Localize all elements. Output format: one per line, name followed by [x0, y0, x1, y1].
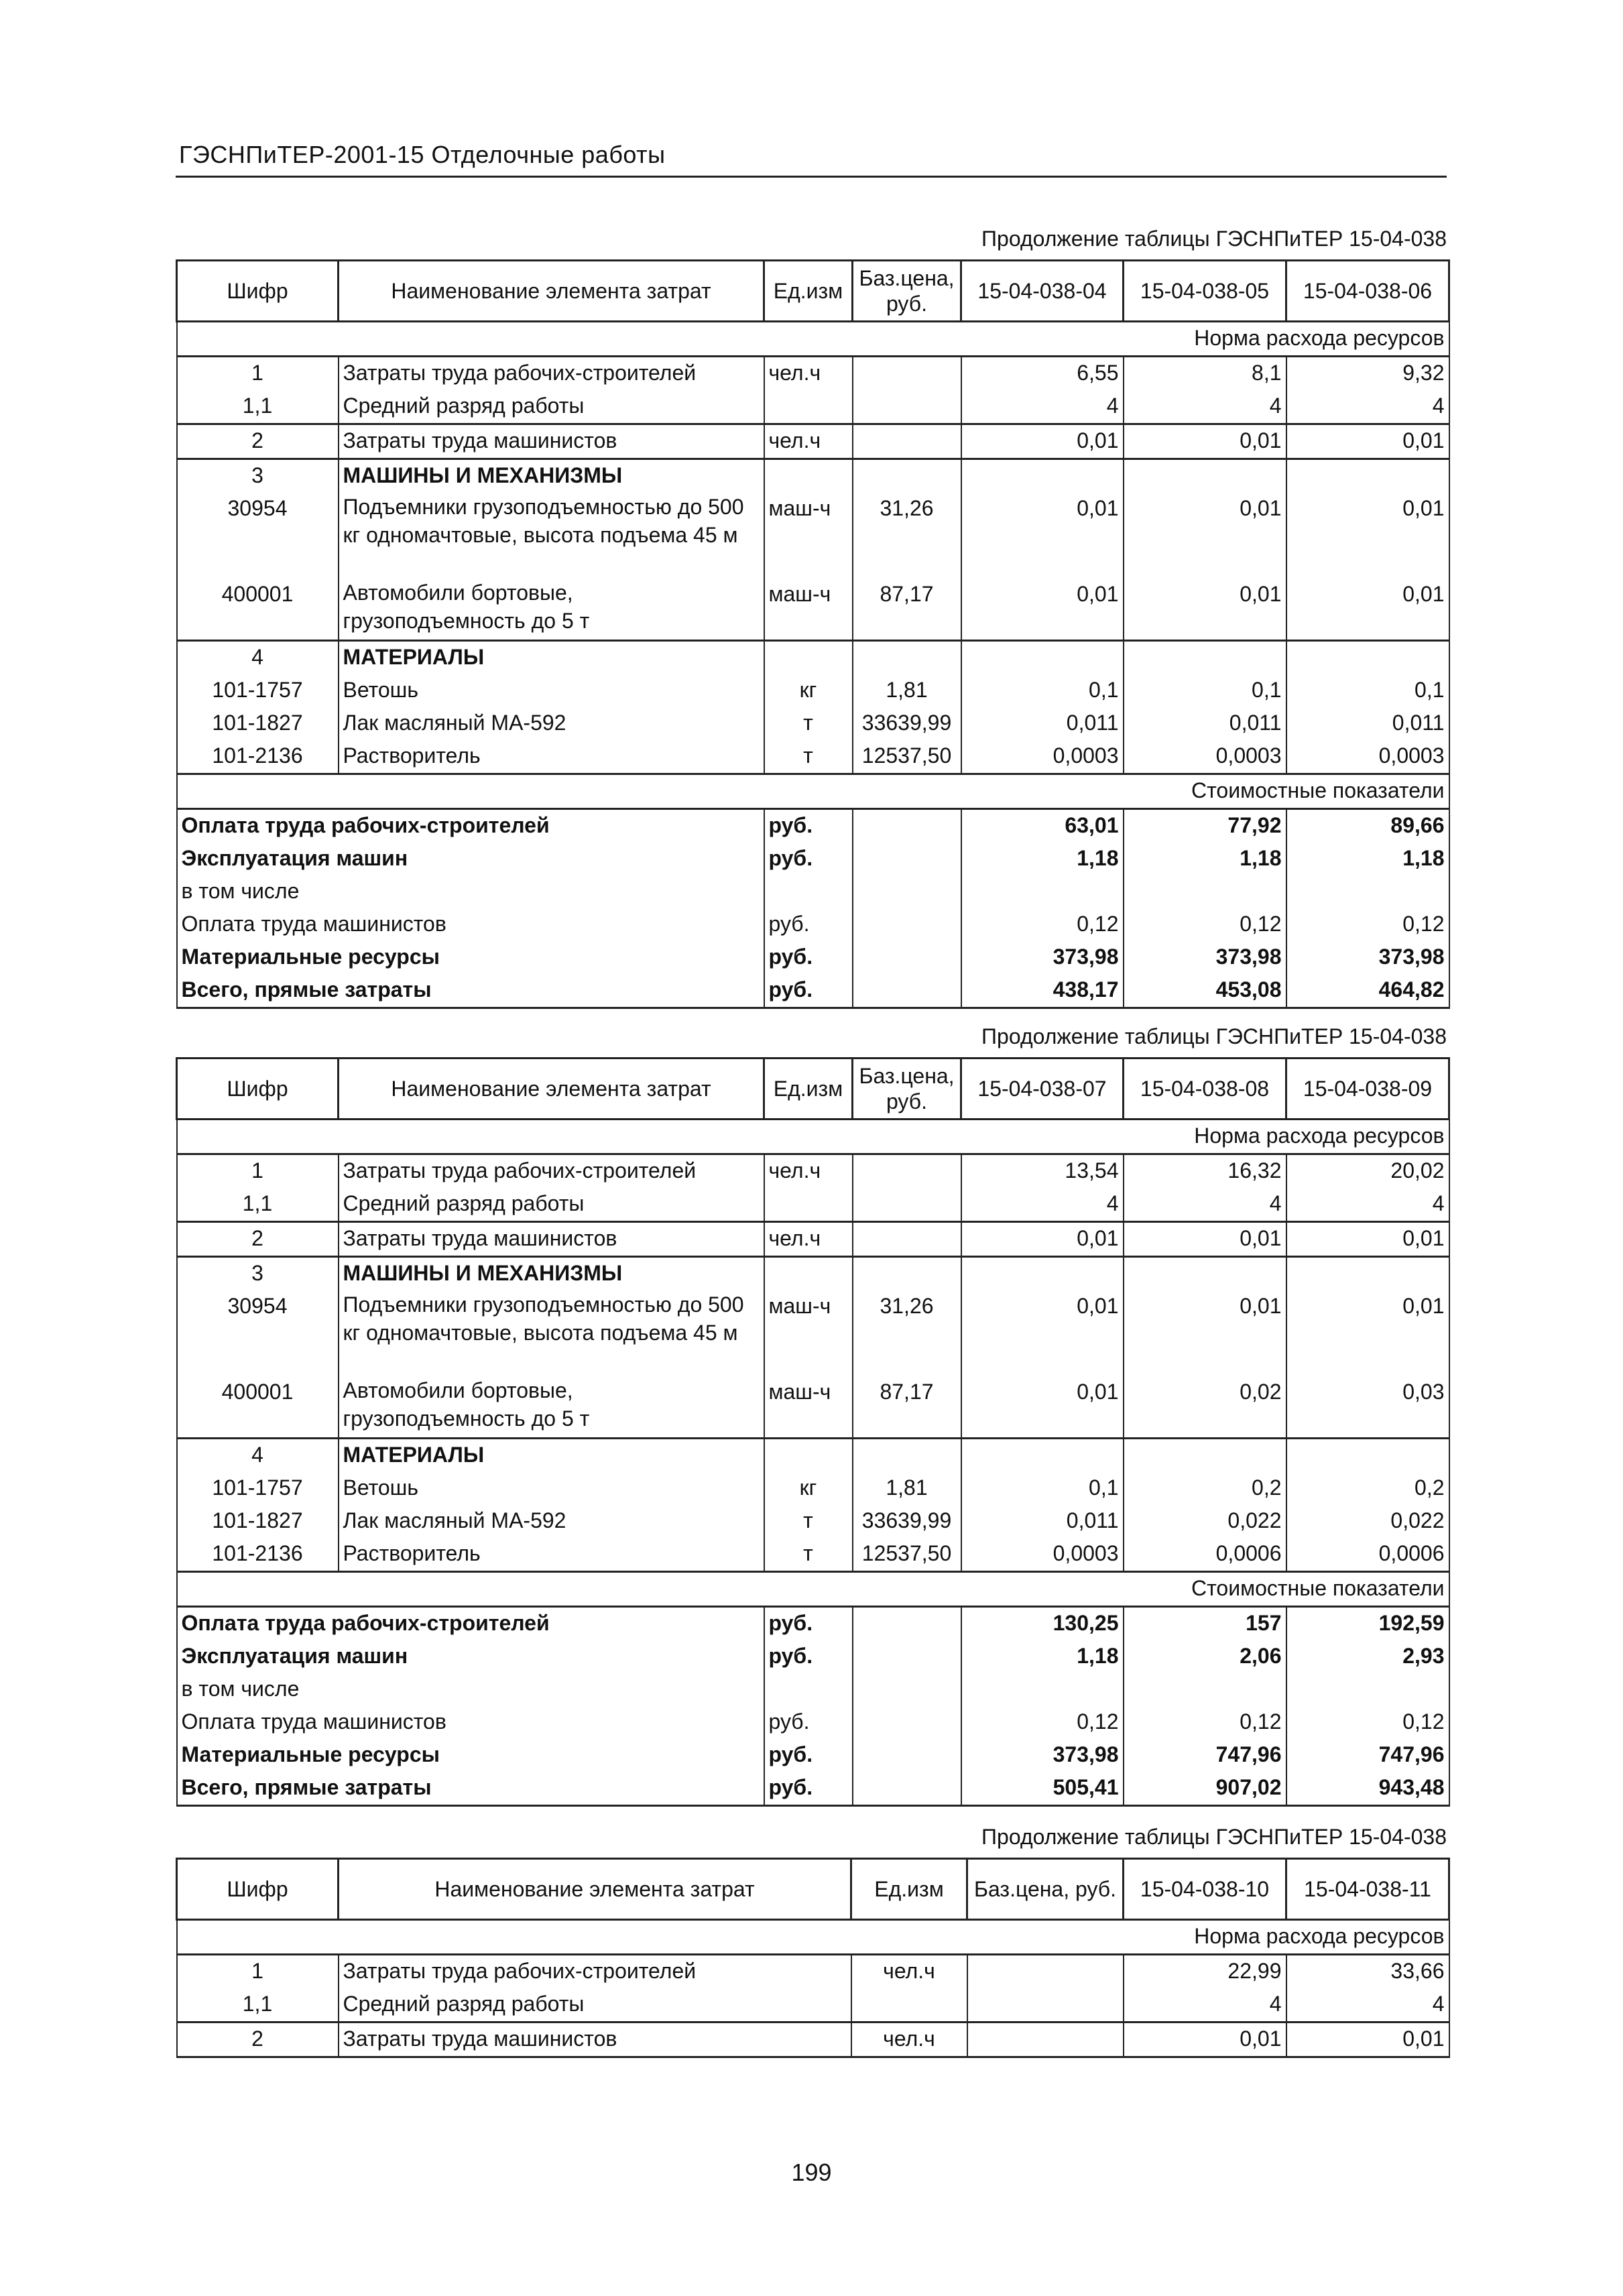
cost-row	[177, 908, 1449, 941]
cell-value: 0,011	[1286, 707, 1449, 740]
cell-price	[853, 1188, 961, 1222]
cell-code: 1	[177, 357, 339, 391]
cell-name: Подъемники грузоподъемностью до 500 кг одномачтовые, высота подъема 45 м	[339, 1290, 764, 1376]
cell-value: 0,01	[1124, 493, 1286, 579]
cost-row	[177, 1640, 1449, 1673]
column-header: 15-04-038-11	[1286, 1859, 1449, 1920]
page-number: 199	[791, 2159, 832, 2186]
cell-value: 0,01	[1124, 424, 1286, 459]
section-label: Стоимостные показатели	[177, 1571, 1449, 1606]
cell-code: 400001	[177, 579, 339, 640]
cell-value: 0,12	[1124, 908, 1286, 941]
cell-value: 0,12	[1286, 908, 1449, 941]
cell-name: Материальные ресурсы	[177, 941, 764, 974]
table-row	[177, 1188, 1449, 1222]
cell-value: 0,01	[1124, 1222, 1286, 1257]
column-header: Наименование элемента затрат	[339, 1859, 851, 1920]
cell-value: 130,25	[961, 1606, 1124, 1640]
section-label: Норма расхода ресурсов	[177, 1120, 1449, 1154]
cell-unit: т	[764, 707, 853, 740]
cost-row	[177, 875, 1449, 908]
cell-price	[853, 1706, 961, 1739]
cell-value: 77,92	[1124, 808, 1286, 843]
cell-unit: руб.	[764, 1706, 853, 1739]
cell-name: Средний разряд работы	[339, 390, 764, 424]
cell-value: 907,02	[1124, 1772, 1286, 1806]
table-row	[177, 1257, 1449, 1291]
cell-value: 373,98	[961, 941, 1124, 974]
table-row	[177, 390, 1449, 424]
cell-value: 0,01	[1124, 579, 1286, 640]
cell-price: 87,17	[853, 579, 961, 640]
cell-name: Затраты труда рабочих-строителей	[339, 1154, 764, 1189]
cell-unit: кг	[764, 674, 853, 707]
cell-code: 1	[177, 1955, 339, 1989]
cost-row	[177, 808, 1449, 843]
cost-row	[177, 1606, 1449, 1640]
cell-unit: маш-ч	[764, 1290, 853, 1376]
cell-unit: чел.ч	[851, 1955, 967, 1989]
cell-price	[853, 808, 961, 843]
cost-row	[177, 1739, 1449, 1772]
cell-value: 0,01	[1286, 493, 1449, 579]
column-header: 15-04-038-04	[961, 261, 1124, 322]
column-header: 15-04-038-10	[1124, 1859, 1286, 1920]
cell-name: Всего, прямые затраты	[177, 1772, 764, 1806]
cell-value: 4	[1286, 1988, 1449, 2022]
cell-value: 89,66	[1286, 808, 1449, 843]
cell-unit: руб.	[764, 1772, 853, 1806]
cell-code: 1,1	[177, 1988, 339, 2022]
cell-unit: маш-ч	[764, 1376, 853, 1438]
table-row	[177, 1538, 1449, 1572]
cell-value: 192,59	[1286, 1606, 1449, 1640]
cell-value: 0,2	[1124, 1472, 1286, 1505]
cell-value: 0,0006	[1124, 1538, 1286, 1572]
cell-value: 0,01	[961, 1222, 1124, 1257]
table-caption: Продолжение таблицы ГЭСНПиТЕР 15-04-038	[981, 1825, 1447, 1849]
cell-name: Автомобили бортовые, грузоподъемность до 5 т	[339, 1376, 764, 1438]
cell-name: в том числе	[177, 875, 764, 908]
cell-unit: руб.	[764, 941, 853, 974]
cell-unit	[851, 1988, 967, 2022]
cell-code: 30954	[177, 493, 339, 579]
cell-name: Лак масляный МА-592	[339, 707, 764, 740]
column-header: Наименование элемента затрат	[339, 261, 764, 322]
cell-code: 101-2136	[177, 1538, 339, 1572]
column-header: Ед.изм	[764, 1059, 853, 1120]
table-caption: Продолжение таблицы ГЭСНПиТЕР 15-04-038	[981, 227, 1447, 251]
cell-price: 1,81	[853, 674, 961, 707]
cell-unit: маш-ч	[764, 493, 853, 579]
cell-value: 0,03	[1286, 1376, 1449, 1438]
cell-value: 0,01	[961, 493, 1124, 579]
cell-value: 0,01	[961, 424, 1124, 459]
cell-unit: кг	[764, 1472, 853, 1505]
table-row	[177, 1955, 1449, 1989]
cell-value: 16,32	[1124, 1154, 1286, 1189]
cell-value: 0,01	[961, 1376, 1124, 1438]
table-row	[177, 1988, 1449, 2022]
cell-unit	[764, 390, 853, 424]
cell-price: 1,81	[853, 1472, 961, 1505]
cost-row	[177, 1772, 1449, 1806]
cell-value: 1,18	[961, 843, 1124, 875]
table-row	[177, 459, 1449, 493]
column-header: Наименование элемента затрат	[339, 1059, 764, 1120]
cell-name: Затраты труда машинистов	[339, 2022, 851, 2057]
cell-value: 4	[961, 390, 1124, 424]
column-header: Шифр	[177, 261, 339, 322]
cell-code: 2	[177, 1222, 339, 1257]
cell-unit: руб.	[764, 1640, 853, 1673]
cell-code: 1	[177, 1154, 339, 1189]
column-header: 15-04-038-08	[1124, 1059, 1286, 1120]
cell-value: 453,08	[1124, 974, 1286, 1008]
cell-value: 0,12	[1286, 1706, 1449, 1739]
table-row	[177, 640, 1449, 674]
cell-value: 157	[1124, 1606, 1286, 1640]
section-label: Норма расхода ресурсов	[177, 1920, 1449, 1955]
cell-code: 3	[177, 459, 339, 493]
cell-value: 4	[1124, 1988, 1286, 2022]
cell-price: 87,17	[853, 1376, 961, 1438]
cell-value: 6,55	[961, 357, 1124, 391]
cell-code: 2	[177, 424, 339, 459]
cell-code: 101-1757	[177, 674, 339, 707]
cell-value: 943,48	[1286, 1772, 1449, 1806]
cell-value: 0,1	[1124, 674, 1286, 707]
norms-table-1	[176, 259, 1450, 1009]
cell-section-heading: МАТЕРИАЛЫ	[339, 1438, 764, 1472]
cost-row	[177, 941, 1449, 974]
cell-unit: руб.	[764, 1606, 853, 1640]
cell-value: 0,011	[961, 707, 1124, 740]
cell-name: Эксплуатация машин	[177, 1640, 764, 1673]
cell-value: 0,2	[1286, 1472, 1449, 1505]
cell-value: 0,0003	[961, 740, 1124, 774]
cell-code: 101-1757	[177, 1472, 339, 1505]
cell-price	[853, 908, 961, 941]
cell-value: 0,022	[1124, 1505, 1286, 1538]
cell-price	[853, 1222, 961, 1257]
cell-name: Оплата труда рабочих-строителей	[177, 1606, 764, 1640]
cell-value: 9,32	[1286, 357, 1449, 391]
cell-value: 464,82	[1286, 974, 1449, 1008]
cell-value: 4	[961, 1188, 1124, 1222]
cell-name: Затраты труда машинистов	[339, 1222, 764, 1257]
column-header: Баз.цена, руб.	[967, 1859, 1124, 1920]
cell-code: 101-1827	[177, 707, 339, 740]
cell-value: 4	[1286, 1188, 1449, 1222]
table-row	[177, 357, 1449, 391]
cell-unit: т	[764, 1538, 853, 1572]
cell-price	[853, 1772, 961, 1806]
column-header: 15-04-038-05	[1124, 261, 1286, 322]
section-label: Норма расхода ресурсов	[177, 322, 1449, 357]
cell-value: 373,98	[961, 1739, 1124, 1772]
section-label: Стоимостные показатели	[177, 774, 1449, 808]
table-row	[177, 2022, 1449, 2057]
cell-value: 0,01	[961, 1290, 1124, 1376]
cell-value: 0,1	[961, 674, 1124, 707]
cost-row	[177, 843, 1449, 875]
cell-name: Материальные ресурсы	[177, 1739, 764, 1772]
cell-price	[967, 1955, 1124, 1989]
cell-name: Ветошь	[339, 1472, 764, 1505]
cell-unit: чел.ч	[764, 357, 853, 391]
table-row	[177, 424, 1449, 459]
cell-value: 0,01	[1286, 1290, 1449, 1376]
cell-value: 13,54	[961, 1154, 1124, 1189]
cell-price	[853, 1154, 961, 1189]
cell-code: 1,1	[177, 390, 339, 424]
cell-unit: т	[764, 740, 853, 774]
cell-name: Всего, прямые затраты	[177, 974, 764, 1008]
table-row	[177, 674, 1449, 707]
cell-unit: чел.ч	[764, 1154, 853, 1189]
cell-value: 4	[1124, 390, 1286, 424]
cell-name: в том числе	[177, 1673, 764, 1706]
table-row	[177, 1154, 1449, 1189]
cell-value: 0,0003	[1124, 740, 1286, 774]
cell-name: Затраты труда рабочих-строителей	[339, 1955, 851, 1989]
cell-unit: чел.ч	[851, 2022, 967, 2057]
cell-unit: чел.ч	[764, 424, 853, 459]
cell-unit: т	[764, 1505, 853, 1538]
cell-value: 373,98	[1124, 941, 1286, 974]
cell-value: 505,41	[961, 1772, 1124, 1806]
cell-value: 1,18	[1124, 843, 1286, 875]
cell-price: 12537,50	[853, 740, 961, 774]
cell-value: 747,96	[1286, 1739, 1449, 1772]
cell-price: 31,26	[853, 493, 961, 579]
cell-value: 33,66	[1286, 1955, 1449, 1989]
cell-name: Эксплуатация машин	[177, 843, 764, 875]
cell-name: Затраты труда рабочих-строителей	[339, 357, 764, 391]
cell-code: 2	[177, 2022, 339, 2057]
cell-value: 747,96	[1124, 1739, 1286, 1772]
cell-section-heading: МАШИНЫ И МЕХАНИЗМЫ	[339, 1257, 764, 1291]
cell-name: Подъемники грузоподъемностью до 500 кг одномачтовые, высота подъема 45 м	[339, 493, 764, 579]
cost-row	[177, 1673, 1449, 1706]
cell-price	[853, 390, 961, 424]
cost-row	[177, 1706, 1449, 1739]
table-row	[177, 1290, 1449, 1376]
cell-value: 63,01	[961, 808, 1124, 843]
cell-price	[853, 974, 961, 1008]
cell-value: 4	[1286, 390, 1449, 424]
cell-value: 0,0003	[961, 1538, 1124, 1572]
cell-unit: руб.	[764, 843, 853, 875]
table-caption: Продолжение таблицы ГЭСНПиТЕР 15-04-038	[981, 1024, 1447, 1048]
norms-table-2	[176, 1057, 1450, 1807]
cell-unit: маш-ч	[764, 579, 853, 640]
cell-unit	[764, 1188, 853, 1222]
column-header: Шифр	[177, 1859, 339, 1920]
cell-code: 101-2136	[177, 740, 339, 774]
header-divider	[176, 176, 1447, 178]
cell-value: 0,02	[1124, 1376, 1286, 1438]
cell-price	[853, 1606, 961, 1640]
cell-price	[853, 941, 961, 974]
column-header: 15-04-038-09	[1286, 1059, 1449, 1120]
cell-section-heading: МАТЕРИАЛЫ	[339, 640, 764, 674]
cell-value: 0,0006	[1286, 1538, 1449, 1572]
cell-value: 0,12	[961, 1706, 1124, 1739]
cell-value: 438,17	[961, 974, 1124, 1008]
cell-unit: руб.	[764, 808, 853, 843]
table-row	[177, 1222, 1449, 1257]
cell-name: Затраты труда машинистов	[339, 424, 764, 459]
table-row	[177, 493, 1449, 579]
cell-name: Средний разряд работы	[339, 1988, 851, 2022]
cell-name: Лак масляный МА-592	[339, 1505, 764, 1538]
cell-section-heading: МАШИНЫ И МЕХАНИЗМЫ	[339, 459, 764, 493]
cell-price	[853, 1739, 961, 1772]
cell-price: 33639,99	[853, 707, 961, 740]
cell-value: 1,18	[961, 1640, 1124, 1673]
cell-value: 0,01	[1286, 1222, 1449, 1257]
cell-value: 2,93	[1286, 1640, 1449, 1673]
cell-value: 0,011	[1124, 707, 1286, 740]
cell-value: 20,02	[1286, 1154, 1449, 1189]
column-header: Баз.цена, руб.	[853, 1059, 961, 1120]
cell-code: 4	[177, 1438, 339, 1472]
cell-code: 30954	[177, 1290, 339, 1376]
table-row	[177, 579, 1449, 640]
cell-value: 1,18	[1286, 843, 1449, 875]
cell-code: 4	[177, 640, 339, 674]
cell-value: 0,01	[1286, 424, 1449, 459]
cell-price: 31,26	[853, 1290, 961, 1376]
cell-name: Автомобили бортовые, грузоподъемность до 5 т	[339, 579, 764, 640]
cell-price	[853, 843, 961, 875]
cell-name: Оплата труда машинистов	[177, 1706, 764, 1739]
norms-table-3	[176, 1858, 1450, 2058]
cell-value: 4	[1124, 1188, 1286, 1222]
cell-code: 101-1827	[177, 1505, 339, 1538]
table-row	[177, 1472, 1449, 1505]
cell-code: 400001	[177, 1376, 339, 1438]
cell-name: Средний разряд работы	[339, 1188, 764, 1222]
cell-value: 0,1	[961, 1472, 1124, 1505]
cell-value: 0,12	[961, 908, 1124, 941]
cell-value: 22,99	[1124, 1955, 1286, 1989]
table-row	[177, 1438, 1449, 1472]
cell-price	[853, 1640, 961, 1673]
cell-value: 8,1	[1124, 357, 1286, 391]
cell-value: 0,01	[961, 579, 1124, 640]
cell-code: 1,1	[177, 1188, 339, 1222]
cell-value: 373,98	[1286, 941, 1449, 974]
column-header: 15-04-038-07	[961, 1059, 1124, 1120]
column-header: Баз.цена, руб.	[853, 261, 961, 322]
cell-value: 0,01	[1286, 2022, 1449, 2057]
table-row	[177, 1376, 1449, 1438]
column-header: Ед.изм	[764, 261, 853, 322]
column-header: Ед.изм	[851, 1859, 967, 1920]
cell-value: 0,12	[1124, 1706, 1286, 1739]
table-row	[177, 1505, 1449, 1538]
cell-code: 3	[177, 1257, 339, 1291]
cost-row	[177, 974, 1449, 1008]
cell-unit: руб.	[764, 1739, 853, 1772]
cell-unit: руб.	[764, 974, 853, 1008]
cell-name: Растворитель	[339, 1538, 764, 1572]
column-header: Шифр	[177, 1059, 339, 1120]
cell-value: 0,01	[1124, 2022, 1286, 2057]
cell-price	[853, 424, 961, 459]
cell-price	[853, 357, 961, 391]
cell-price	[967, 2022, 1124, 2057]
cell-name: Растворитель	[339, 740, 764, 774]
cell-price	[967, 1988, 1124, 2022]
table-row	[177, 707, 1449, 740]
cell-value: 2,06	[1124, 1640, 1286, 1673]
cell-value: 0,1	[1286, 674, 1449, 707]
cell-price: 33639,99	[853, 1505, 961, 1538]
cell-value: 0,01	[1124, 1290, 1286, 1376]
cell-name: Оплата труда машинистов	[177, 908, 764, 941]
cell-value: 0,011	[961, 1505, 1124, 1538]
cell-name: Оплата труда рабочих-строителей	[177, 808, 764, 843]
cell-unit: чел.ч	[764, 1222, 853, 1257]
cell-value: 0,01	[1286, 579, 1449, 640]
page-header-title: ГЭСНПиТЕР-2001-15 Отделочные работы	[179, 141, 666, 168]
cell-value: 0,022	[1286, 1505, 1449, 1538]
column-header: 15-04-038-06	[1286, 261, 1449, 322]
table-row	[177, 740, 1449, 774]
cell-price: 12537,50	[853, 1538, 961, 1572]
cell-value: 0,0003	[1286, 740, 1449, 774]
cell-unit: руб.	[764, 908, 853, 941]
cell-name: Ветошь	[339, 674, 764, 707]
